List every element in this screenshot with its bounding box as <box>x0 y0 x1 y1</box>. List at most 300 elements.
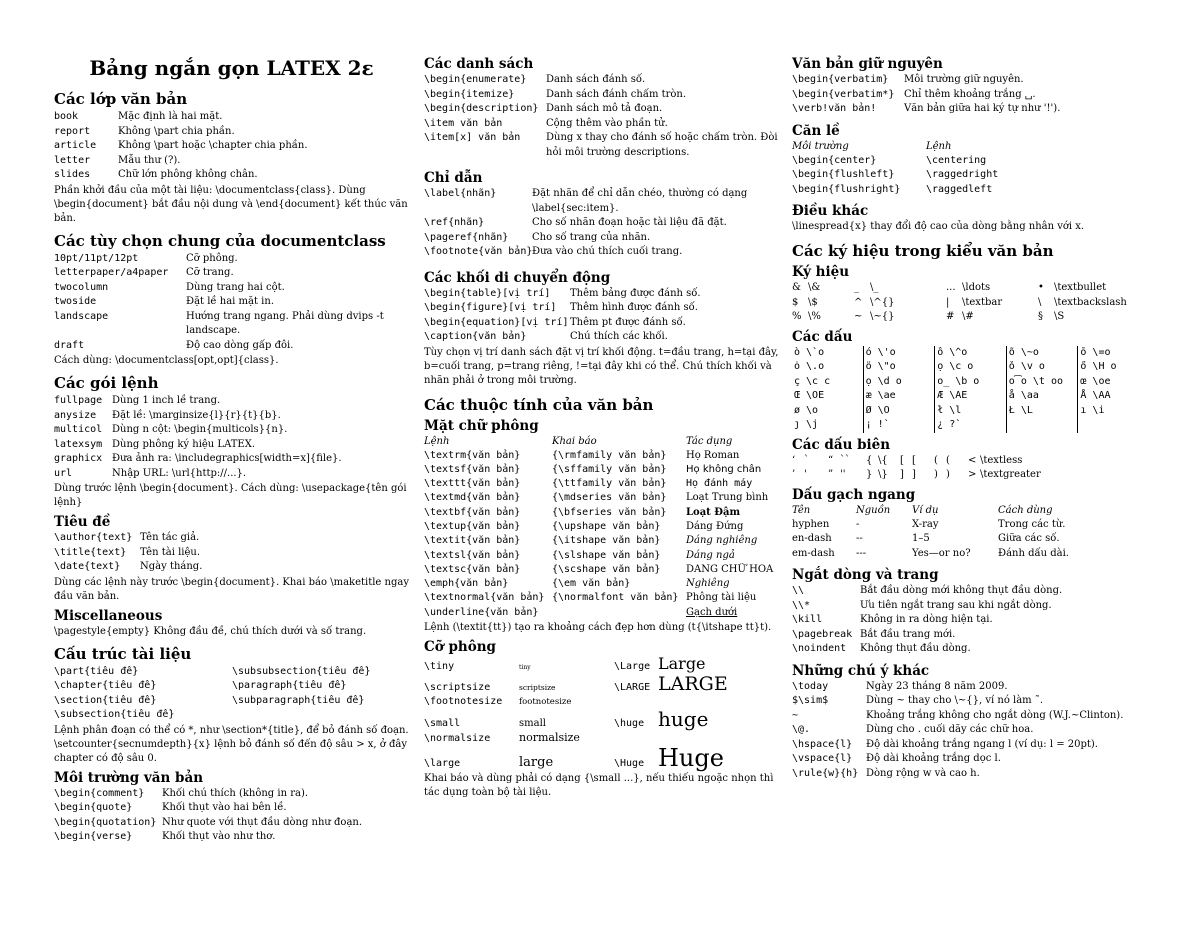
item-description: Cỡ phông. <box>186 252 238 264</box>
fontface-header-effect: Tác dụng <box>686 435 733 447</box>
floats-list <box>424 287 782 345</box>
list-item <box>424 102 782 117</box>
accent-cell <box>1078 418 1150 433</box>
item-command: \date{text} <box>54 561 121 572</box>
dash-cell: 1–5 <box>912 533 930 544</box>
structure-note: Lệnh phân đoạn có thể có *, như \section*{title}, để bỏ đánh số đoạn. \setcounter{secnumdepth}{x} lệnh bỏ đánh số đến độ sâu > x, ở đây chapter có độ sâu 0. <box>54 724 409 764</box>
item-command: latexsym <box>54 438 103 450</box>
sym-heading: Ký hiệu <box>792 264 850 280</box>
symbol-cell: ~ <box>854 311 863 322</box>
item-command: 10pt/11pt/12pt <box>54 252 139 264</box>
fontface-row <box>424 520 782 534</box>
notes-heading: Những chú ý khác <box>792 662 930 679</box>
title-heading: Tiêu đề <box>54 514 111 530</box>
delims-grid <box>792 454 1150 483</box>
delim-cell: ` <box>804 454 809 466</box>
dash-cell: en-dash <box>792 533 832 544</box>
fontface-row <box>424 591 782 605</box>
list-item <box>54 452 409 467</box>
fontsize-note: Khai báo và dùng phải có dạng {\small ...}, nếu thiếu ngoặc nhọn thì tác dụng toàn bộ tài liệu. <box>424 773 774 799</box>
structure-cell <box>232 708 410 723</box>
dash-cell: -- <box>856 533 863 544</box>
delim-cell: < <box>968 454 977 466</box>
accent-cell: Ø \O <box>864 404 936 419</box>
item-description: Cỡ trang. <box>186 267 234 278</box>
list-item <box>792 88 1150 103</box>
accent-cell: ø \o <box>792 404 864 419</box>
delim-cell: ” <box>828 469 834 480</box>
item-description: Hướng trang ngang. Phải dùng dvips -t landscape. <box>186 310 384 336</box>
symbol-cell: \ <box>1038 296 1042 308</box>
list-item <box>54 139 409 154</box>
item-description: Thêm bảng được đánh số. <box>570 287 701 299</box>
fontface-cell: Loạt Trung bình <box>686 492 769 504</box>
accent-cell: ő \H o <box>1080 361 1117 372</box>
fontsize-cell: \small <box>424 718 461 730</box>
delim-cell: “ <box>828 454 834 466</box>
structure-cell: \chapter{tiêu đề} <box>54 680 157 691</box>
item-command: landscape <box>54 310 109 322</box>
fontface-row <box>424 463 782 477</box>
fontsize-cell: scriptsize <box>519 683 556 693</box>
item-command: book <box>54 111 79 122</box>
item-description: Ưu tiên ngắt trang sau khi ngắt dòng. <box>860 599 1052 611</box>
classes-list <box>54 110 409 183</box>
list-item <box>792 738 1150 753</box>
fontsize-cell: tiny <box>519 664 531 672</box>
item-command: article <box>54 140 97 151</box>
accent-cell: ọ \d o <box>864 375 936 390</box>
item-description: Nhập URL: \url{http://...}. <box>112 467 247 479</box>
symbol-cell: \^{} <box>870 296 895 308</box>
other-heading: Điều khác <box>792 203 869 219</box>
breaks-heading: Ngắt dòng và trang <box>792 567 939 583</box>
symbol-cell: % <box>792 311 802 322</box>
list-item <box>54 154 409 169</box>
fontface-cell <box>552 606 686 620</box>
list-item <box>792 613 1150 628</box>
accent-cell: ı \i <box>1080 404 1105 416</box>
list-item <box>54 266 409 281</box>
refs-heading: Chỉ dẫn <box>424 170 483 186</box>
list-item <box>792 102 1150 117</box>
list-item <box>54 546 409 561</box>
list-item <box>424 287 782 302</box>
lists-list <box>424 73 782 160</box>
align-cell: \raggedleft <box>926 183 993 195</box>
item-command: \label{nhãn} <box>424 188 497 199</box>
list-item <box>54 281 409 296</box>
classes-heading: Các lớp văn bản <box>54 90 188 108</box>
item-command: \begin{figure}[vị trí] <box>424 302 557 313</box>
misc-note: \pagestyle{empty} Không đầu đề, chú thích dưới và số trang. <box>54 625 367 637</box>
item-command: \hspace{l} <box>792 738 853 750</box>
fontface-row <box>424 449 782 463</box>
list-item <box>424 231 782 246</box>
list-item <box>424 245 782 260</box>
dash-header-name: Tên <box>792 504 811 516</box>
item-command: \pagebreak <box>792 628 853 640</box>
fontface-cell: Gạch dưới <box>686 606 738 618</box>
fontface-cell: Dáng ngả <box>686 549 735 561</box>
list-item <box>424 187 782 216</box>
symbol-cell: ... <box>946 282 956 293</box>
packages-heading: Các gói lệnh <box>54 374 159 392</box>
align-header-cmd: Lệnh <box>926 140 952 152</box>
item-description: Dùng x thay cho đánh số hoặc chấm tròn. Đòi hỏi môi trường descriptions. <box>546 132 778 158</box>
accents-heading: Các dấu <box>792 328 853 345</box>
item-description: Không thụt đầu dòng. <box>860 643 971 654</box>
fontsize-cell: small <box>519 718 546 730</box>
item-command: draft <box>54 339 85 351</box>
symbol-cell: \_ <box>870 282 879 293</box>
dash-cell: em-dash <box>792 547 835 559</box>
fontface-cell: {\scshape văn bản} <box>552 563 661 575</box>
align-header <box>792 140 1150 154</box>
dash-heading: Dấu gạch ngang <box>792 486 916 503</box>
fontsize-cell: \tiny <box>424 661 455 673</box>
list-item <box>54 409 409 424</box>
item-command: \begin{quotation} <box>54 816 157 828</box>
align-cell: \begin{flushright} <box>792 183 901 195</box>
item-description: Độ cao dòng gấp đôi. <box>186 339 294 351</box>
item-command: \begin{description} <box>424 103 539 114</box>
accent-cell: ¿ ?` <box>935 418 1007 433</box>
fontsize-cell: \normalsize <box>424 733 491 745</box>
fontsize-cell: Huge <box>658 744 724 773</box>
item-command: \@. <box>792 724 811 735</box>
fontface-header-decl: Khai báo <box>552 435 597 447</box>
list-item <box>792 709 1150 724</box>
fontsize-heading: Cỡ phông <box>424 639 496 656</box>
fontsize-cell: normalsize <box>519 731 580 745</box>
symbol-cell: ^ <box>854 296 863 308</box>
list-item <box>54 339 409 354</box>
fontface-row <box>424 563 782 577</box>
align-heading: Căn lề <box>792 122 840 139</box>
align-grid <box>792 154 1150 198</box>
env-list <box>54 787 409 845</box>
list-item <box>54 787 409 802</box>
fontsize-cell: \large <box>424 758 461 770</box>
delim-cell: ] <box>900 469 904 480</box>
fontface-cell: Loạt Đậm <box>686 506 741 518</box>
delim-cell: '' <box>840 469 846 480</box>
item-description: Như quote với thụt đầu dòng như đoạn. <box>162 816 363 828</box>
fontface-cell: {\bfseries văn bản} <box>552 506 667 518</box>
item-description: Dùng trang hai cột. <box>186 281 285 293</box>
delim-cell: ‘ <box>792 454 796 466</box>
structure-heading: Cấu trúc tài liệu <box>54 644 192 663</box>
accents-grid <box>792 346 1150 433</box>
list-item <box>54 310 409 339</box>
fontsize-cell: Large <box>658 654 706 674</box>
item-description: Cộng thêm vào phần tử. <box>546 117 668 129</box>
symbol-cell: § <box>1038 311 1043 322</box>
fontface-row <box>424 491 782 505</box>
accent-cell: ọ \c o <box>935 360 1007 375</box>
item-command: \pageref{nhãn} <box>424 231 509 243</box>
item-description: Cho số nhãn đoạn hoặc tài liệu đã đặt. <box>532 217 727 228</box>
list-item <box>54 467 409 482</box>
fontface-header-cmd: Lệnh <box>424 435 450 447</box>
options-heading: Các tùy chọn chung của documentclass <box>54 231 386 250</box>
item-description: Chỉ thêm khoảng trắng ␣. <box>904 88 1036 100</box>
dash-header <box>792 504 1150 518</box>
item-command: \begin{verse} <box>54 831 133 842</box>
list-item <box>792 694 1150 709</box>
item-command: \today <box>792 680 829 692</box>
options-note: Cách dùng: \documentclass[opt,opt]{class}. <box>54 355 279 366</box>
fontface-cell: {\slshape văn bản} <box>552 549 661 561</box>
fontface-cell: \textup{văn bản} <box>424 520 521 532</box>
item-command: \item văn bản <box>424 117 503 129</box>
dash-cell: - <box>856 518 860 530</box>
accent-cell: ȷ \j <box>792 418 864 433</box>
delim-cell: ) <box>946 469 950 480</box>
item-description: Tên tài liệu. <box>140 546 201 558</box>
item-description: Khối thụt vào như thơ. <box>162 831 276 842</box>
item-command: anysize <box>54 409 97 421</box>
list-item <box>792 767 1150 782</box>
fontface-note: Lệnh (\textit{tt}) tạo ra khoảng cách đẹp hơn dùng (t{\itshape tt}t). <box>424 622 772 634</box>
fontface-cell: \texttt{văn bản} <box>424 478 521 490</box>
item-command: ~ <box>792 709 799 721</box>
fontface-row <box>424 534 782 548</box>
floats-note: Tùy chọn vị trí danh sách đặt vị trí khối động. t=đầu trang, h=tại đây, b=cuối trang, p=trang riêng, !=tại đây khi có thể. Chú thích khối và nhãn phải ở trong môi trường. <box>424 346 779 386</box>
fontface-header <box>424 435 782 449</box>
item-description: Tên tác giả. <box>140 532 200 543</box>
refs-list <box>424 187 782 260</box>
list-item <box>792 73 1150 88</box>
item-command: \begin{table}[vị trí] <box>424 287 551 299</box>
fontface-cell: {\em văn bản} <box>552 578 631 590</box>
item-description: Không in ra dòng hiện tại. <box>860 614 993 625</box>
fontface-cell: \textit{văn bản} <box>424 535 521 547</box>
item-description: Ngày tháng. <box>140 561 203 572</box>
item-description: Đặt nhãn để chỉ dẫn chéo, thường có dạng \label{sec:item}. <box>532 188 748 214</box>
accent-cell <box>1007 418 1079 433</box>
item-description: Khối chú thích (không in ra). <box>162 787 309 799</box>
item-command: url <box>54 467 73 479</box>
fontface-row <box>424 577 782 591</box>
page-title: Bảng ngắn gọn LATEX 2ε <box>89 56 374 80</box>
delim-cell: ( <box>946 454 950 466</box>
align-cell: \raggedright <box>926 169 999 180</box>
fontface-cell: Nghiêng <box>686 578 730 590</box>
packages-list <box>54 394 409 481</box>
symbol-cell: & <box>792 282 801 293</box>
item-command: \kill <box>792 614 823 625</box>
item-description: Bắt đầu trang mới. <box>860 628 956 640</box>
item-description: Cho số trang của nhãn. <box>532 231 651 243</box>
accent-cell: ò \`o <box>792 346 864 361</box>
classes-note: Phần khởi đầu của một tài liệu: \documentclass{class}. Dùng \begin{document} bắt đầu nội dung và \end{document} kết thúc văn bản. <box>54 184 408 224</box>
delim-cell: ’ <box>792 469 796 480</box>
fontface-row <box>424 477 782 491</box>
accent-cell: æ \ae <box>864 389 936 404</box>
fontface-cell: \textsl{văn bản} <box>424 549 521 561</box>
item-command: \caption{văn bản} <box>424 331 527 342</box>
symbol-cell: \S <box>1054 311 1065 322</box>
list-item <box>54 168 409 183</box>
accent-cell: ó \'o <box>864 346 936 361</box>
symbol-cell: | <box>946 296 950 308</box>
fontface-cell: {\sffamily văn bản} <box>552 463 667 475</box>
list-item <box>54 394 409 409</box>
list-item <box>792 752 1150 767</box>
item-command: fullpage <box>54 395 103 406</box>
item-command: slides <box>54 169 91 180</box>
fontface-cell: Họ không chân <box>686 463 762 475</box>
fontsize-cell: \scriptsize <box>424 682 491 694</box>
item-command: \begin{enumerate} <box>424 74 527 85</box>
titles-note: Dùng các lệnh này trước \begin{document}. Khai báo \maketitle ngay đầu văn bản. <box>54 576 409 602</box>
item-description: Danh sách đánh số. <box>546 74 646 85</box>
item-description: Văn bản giữa hai ký tự như '!'). <box>904 103 1061 114</box>
delim-cell: [ <box>912 454 916 466</box>
accent-cell: ô \^o <box>935 346 1007 361</box>
accent-cell: Ł \L <box>1007 404 1079 419</box>
fontface-cell: Họ Roman <box>686 449 740 461</box>
symbols-grid <box>792 281 1150 325</box>
list-item <box>424 216 782 231</box>
fontface-cell: \textsf{văn bản} <box>424 463 521 475</box>
list-item <box>54 801 409 816</box>
accent-cell: o͡o \t oo <box>1007 375 1079 390</box>
item-command: \begin{verbatim*} <box>792 88 895 100</box>
item-description: Độ dài khoảng trắng ngang l (ví dụ: l = 20pt). <box>866 738 1098 750</box>
list-item <box>54 531 409 546</box>
symbol-cell: _ <box>854 282 859 293</box>
item-description: Dòng rộng w và cao h. <box>866 767 980 779</box>
accent-cell: ö \"o <box>864 360 936 375</box>
list-item <box>54 816 409 831</box>
item-description: Môi trường giữ nguyên. <box>904 74 1024 85</box>
packages-note: Dùng trước lệnh \begin{document}. Cách dùng: \usepackage{tên gói lệnh} <box>54 483 407 508</box>
list-item <box>54 830 409 845</box>
symbols-heading: Các ký hiệu trong kiểu văn bản <box>792 242 1054 260</box>
item-command: twocolumn <box>54 281 109 293</box>
item-command: \\* <box>792 599 811 611</box>
structure-cell: \subparagraph{tiêu đề} <box>232 694 365 706</box>
accent-cell: ȯ \.o <box>792 360 864 375</box>
item-command: \\ <box>792 585 805 596</box>
item-command: \author{text} <box>54 532 133 543</box>
structure-cell: \section{tiêu đề} <box>54 694 157 706</box>
item-command: \vspace{l} <box>792 753 853 764</box>
item-command: \begin{itemize} <box>424 88 515 100</box>
list-item <box>792 680 1150 695</box>
item-command: report <box>54 125 91 137</box>
list-item <box>424 117 782 132</box>
item-description: Bắt đầu dòng mới không thụt đầu dòng. <box>860 585 1063 596</box>
symbol-cell: \textbar <box>962 296 1003 308</box>
item-description: Dùng ~ thay cho \~{}, ví nó làm ˜. <box>866 695 1044 706</box>
symbol-cell: # <box>946 311 955 322</box>
list-item <box>54 295 409 310</box>
structure-cell: \subsection{tiêu đề} <box>54 709 175 720</box>
env-heading: Môi trường văn bản <box>54 769 204 786</box>
dash-cell: --- <box>856 547 867 559</box>
fontface-cell: {\rmfamily văn bản} <box>552 449 667 461</box>
item-description: Dùng n cột: \begin{multicols}{n}. <box>112 424 288 435</box>
fontsize-cell: \Large <box>614 661 651 673</box>
floats-heading: Các khối di chuyển động <box>424 269 611 286</box>
fontface-heading: Mặt chữ phông <box>424 417 539 434</box>
list-item <box>792 584 1150 599</box>
fontface-cell: \textsc{văn bản} <box>424 563 521 575</box>
fontface-cell: Dáng Đứng <box>686 520 744 532</box>
delim-cell: [ <box>900 454 904 466</box>
item-description: Đưa ảnh ra: \includegraphics[width=x]{file}. <box>112 453 342 464</box>
titles-list <box>54 531 409 575</box>
item-command: \begin{equation}[vị trí] <box>424 316 569 328</box>
list-item <box>54 560 409 575</box>
fontface-cell: Họ đánh máy <box>686 478 753 490</box>
symbol-cell: \# <box>962 311 974 322</box>
delims-heading: Các dấu biên <box>792 436 891 453</box>
item-description: Không \part chia phần. <box>118 125 235 137</box>
fontface-cell: {\itshape văn bản} <box>552 535 661 547</box>
item-command: $\sim$ <box>792 695 829 706</box>
dash-header-example: Ví dụ <box>912 504 939 516</box>
fontsize-cell: \huge <box>614 718 645 730</box>
fontface-cell: \textrm{văn bản} <box>424 449 521 461</box>
symbol-cell: \$ <box>808 296 818 308</box>
fontface-cell: {\upshape văn bản} <box>552 520 661 532</box>
dash-cell: Trong các từ. <box>998 518 1066 530</box>
accent-cell: ç \c c <box>792 375 864 390</box>
accent-cell: õ \~o <box>1007 346 1079 361</box>
delim-cell: ' <box>804 469 807 480</box>
delim-cell: \textless <box>980 454 1023 466</box>
item-command: \ref{nhãn} <box>424 217 485 228</box>
fontsize-cell: \Huge <box>614 758 645 770</box>
structure-cell: \subsubsection{tiêu đề} <box>232 665 371 677</box>
delim-cell: `` <box>840 454 850 466</box>
delim-cell: ] <box>912 469 916 480</box>
other-note: \linespread{x} thay đổi độ cao của dòng bằng nhân với x. <box>792 221 1085 232</box>
accent-cell: Å \AA <box>1080 390 1111 401</box>
fontsize-cell: \footnotesize <box>424 696 503 708</box>
fontface-cell: \textnormal{văn bản} <box>424 592 545 604</box>
item-description: Thêm hình được đánh số. <box>570 302 698 313</box>
item-description: Mẫu thư (?). <box>118 154 181 166</box>
delim-cell: > <box>968 469 977 480</box>
symbol-cell: • <box>1038 282 1044 293</box>
item-command: \title{text} <box>54 546 127 558</box>
item-description: Chữ lớn phông không chân. <box>118 169 258 180</box>
fontsize-cell: footnotesize <box>519 697 572 708</box>
dash-cell: Đánh dấu dài. <box>998 547 1069 559</box>
accent-cell: œ \oe <box>1080 375 1111 387</box>
align-cell: \begin{flushleft} <box>792 169 895 180</box>
list-item <box>54 438 409 453</box>
delim-cell: ) <box>934 469 938 480</box>
item-description: Dùng phông ký hiệu LATEX. <box>112 438 256 450</box>
item-description: Đặt lề hai mặt in. <box>186 296 274 307</box>
symbol-cell: \textbullet <box>1054 282 1107 293</box>
accent-cell: å \aa <box>1007 389 1079 404</box>
symbol-cell: \& <box>808 282 821 293</box>
accent-cell: ¡ !` <box>864 418 936 433</box>
accent-cell: ǒ \v o <box>1007 360 1079 375</box>
list-item <box>792 723 1150 738</box>
delim-cell: \textgreater <box>980 469 1041 480</box>
dash-cell: hyphen <box>792 518 830 530</box>
column-1 <box>54 52 409 845</box>
